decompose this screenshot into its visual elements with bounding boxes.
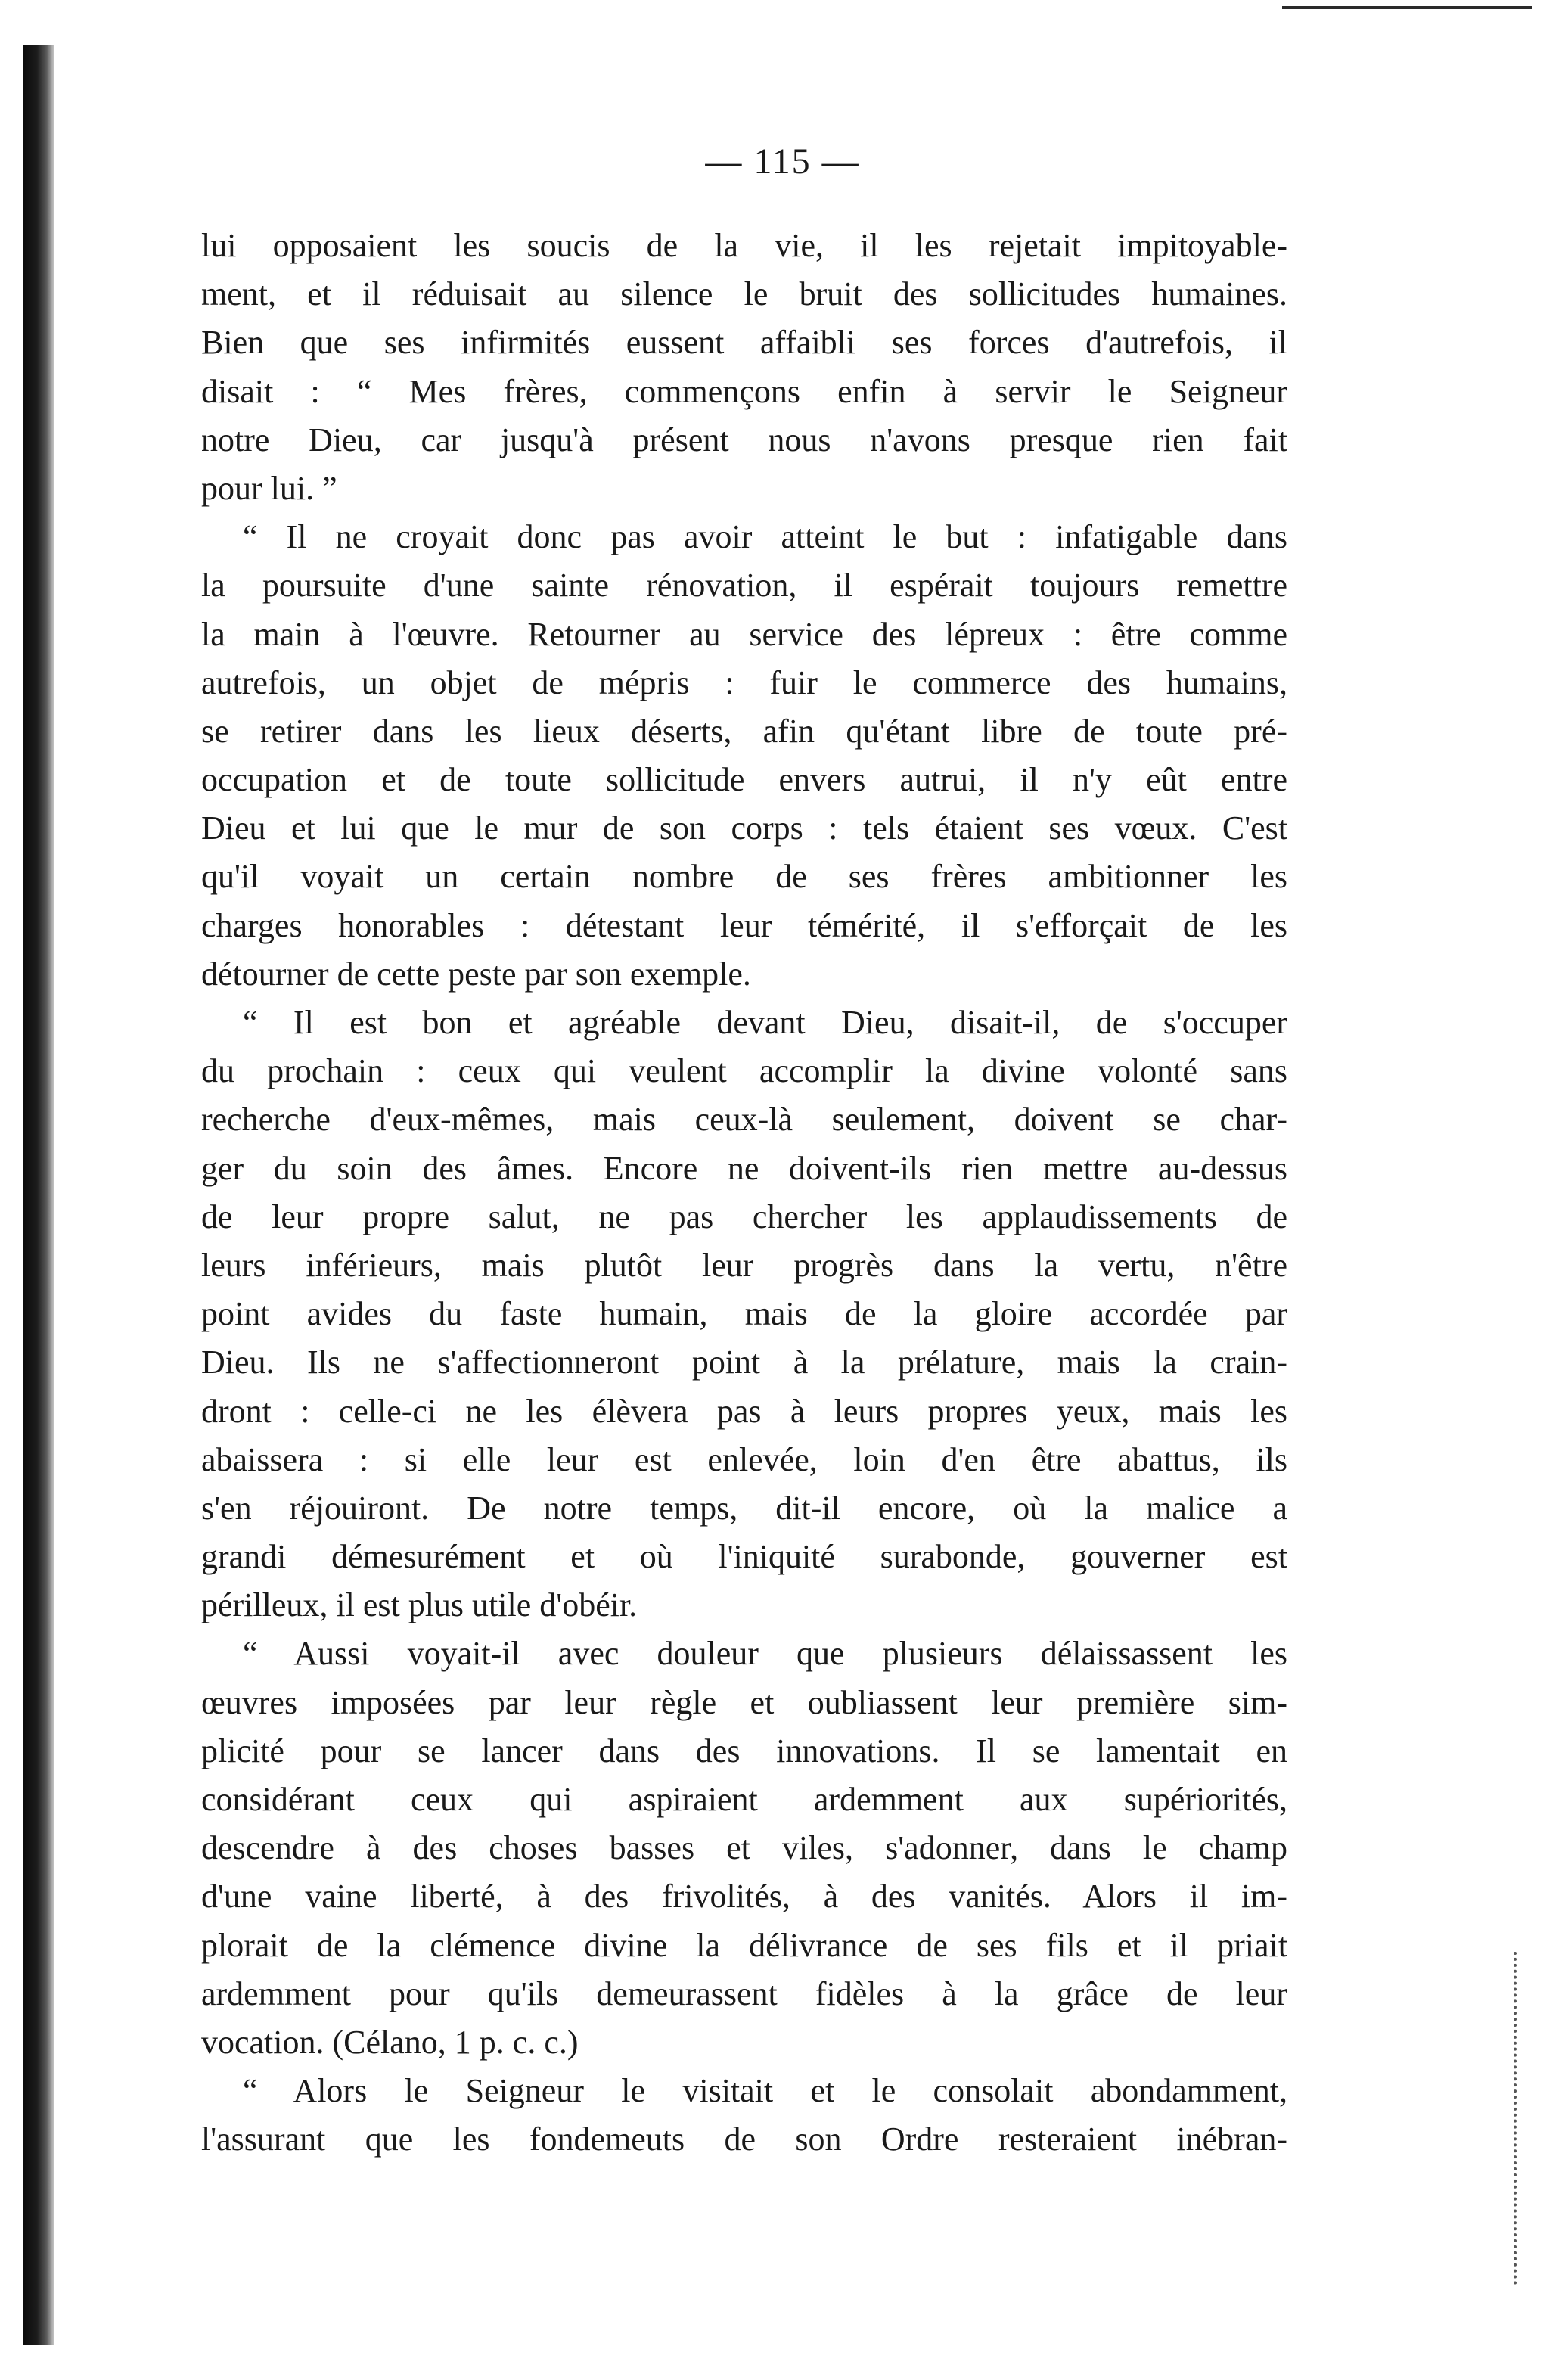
text-line: leurs inférieurs, mais plutôt leur progrès dans la vertu, n'être [201, 1246, 1287, 1284]
scan-specks [1514, 1952, 1521, 2285]
text-line: recherche d'eux-mêmes, mais ceux-là seulement, doivent se char- [201, 1101, 1287, 1139]
text-line: “ Il ne croyait donc pas avoir atteint le but : infatigable dans [243, 518, 1287, 556]
text-line: s'en réjouiront. De notre temps, dit-il encore, où la malice a [201, 1489, 1287, 1527]
text-line: lui opposaient les soucis de la vie, il les rejetait impitoyable- [201, 227, 1287, 264]
top-rule [1282, 6, 1532, 9]
text-line: point avides du faste humain, mais de la gloire accordée par [201, 1295, 1287, 1333]
text-line: plorait de la clémence divine la délivrance de ses fils et il priait [201, 1926, 1287, 1964]
text-line: Dieu. Ils ne s'affectionneront point à la prélature, mais la crain- [201, 1344, 1287, 1381]
page-number: — 115 — [705, 141, 860, 182]
text-line: périlleux, il est plus utile d'obéir. [201, 1586, 638, 1624]
text-line: Dieu et lui que le mur de son corps : tels étaient ses vœux. C'est [201, 809, 1287, 847]
text-line: dront : celle-ci ne les élèvera pas à leurs propres yeux, mais les [201, 1392, 1287, 1430]
text-line: notre Dieu, car jusqu'à présent nous n'avons presque rien fait [201, 421, 1287, 458]
text-line: du prochain : ceux qui veulent accomplir la divine volonté sans [201, 1052, 1287, 1090]
text-line: l'assurant que les fondemeuts de son Ordre resteraient inébran- [201, 2121, 1287, 2158]
text-line: ger du soin des âmes. Encore ne doivent-ils rien mettre au-dessus [201, 1149, 1287, 1187]
scan-binding-edge [23, 45, 54, 2345]
text-line: charges honorables : détestant leur témérité, il s'efforçait de les [201, 906, 1287, 944]
text-line: grandi démesurément et où l'iniquité surabonde, gouverner est [201, 1538, 1287, 1576]
body-text [201, 222, 1287, 2164]
text-line: se retirer dans les lieux déserts, afin qu'étant libre de toute pré- [201, 712, 1287, 750]
text-line: œuvres imposées par leur règle et oubliassent leur première sim- [201, 1683, 1287, 1721]
text-line: descendre à des choses basses et viles, s'adonner, dans le champ [201, 1829, 1287, 1867]
text-line: pour lui. ” [201, 469, 337, 507]
text-line: vocation. (Célano, 1 p. c. c.) [201, 2023, 579, 2061]
text-line: plicité pour se lancer dans des innovations. Il se lamentait en [201, 1732, 1287, 1769]
text-line: “ Alors le Seigneur le visitait et le consolait abondamment, [243, 2072, 1287, 2110]
text-line: “ Il est bon et agréable devant Dieu, disait-il, de s'occuper [243, 1004, 1287, 1041]
text-line: ment, et il réduisait au silence le bruit des sollicitudes humaines. [201, 275, 1287, 313]
text-line: ardemment pour qu'ils demeurassent fidèles à la grâce de leur [201, 1975, 1287, 2012]
text-line: qu'il voyait un certain nombre de ses frères ambitionner les [201, 858, 1287, 896]
text-line: la poursuite d'une sainte rénovation, il espérait toujours remettre [201, 567, 1287, 604]
text-line: de leur propre salut, ne pas chercher les applaudissements de [201, 1198, 1287, 1235]
text-line: Bien que ses infirmités eussent affaibli ses forces d'autrefois, il [201, 324, 1287, 362]
text-line: abaissera : si elle leur est enlevée, loin d'en être abattus, ils [201, 1440, 1287, 1478]
text-line: d'une vaine liberté, à des frivolités, à des vanités. Alors il im- [201, 1878, 1287, 1915]
text-line: la main à l'œuvre. Retourner au service des lépreux : être comme [201, 615, 1287, 653]
text-line: disait : “ Mes frères, commençons enfin à servir le Seigneur [201, 372, 1287, 410]
text-line: considérant ceux qui aspiraient ardemment aux supériorités, [201, 1781, 1287, 1818]
text-line: “ Aussi voyait-il avec douleur que plusieurs délaissassent les [243, 1635, 1287, 1673]
text-line: occupation et de toute sollicitude envers autrui, il n'y eût entre [201, 761, 1287, 799]
text-line: détourner de cette peste par son exemple. [201, 955, 751, 993]
text-line: autrefois, un objet de mépris : fuir le commerce des humains, [201, 663, 1287, 701]
